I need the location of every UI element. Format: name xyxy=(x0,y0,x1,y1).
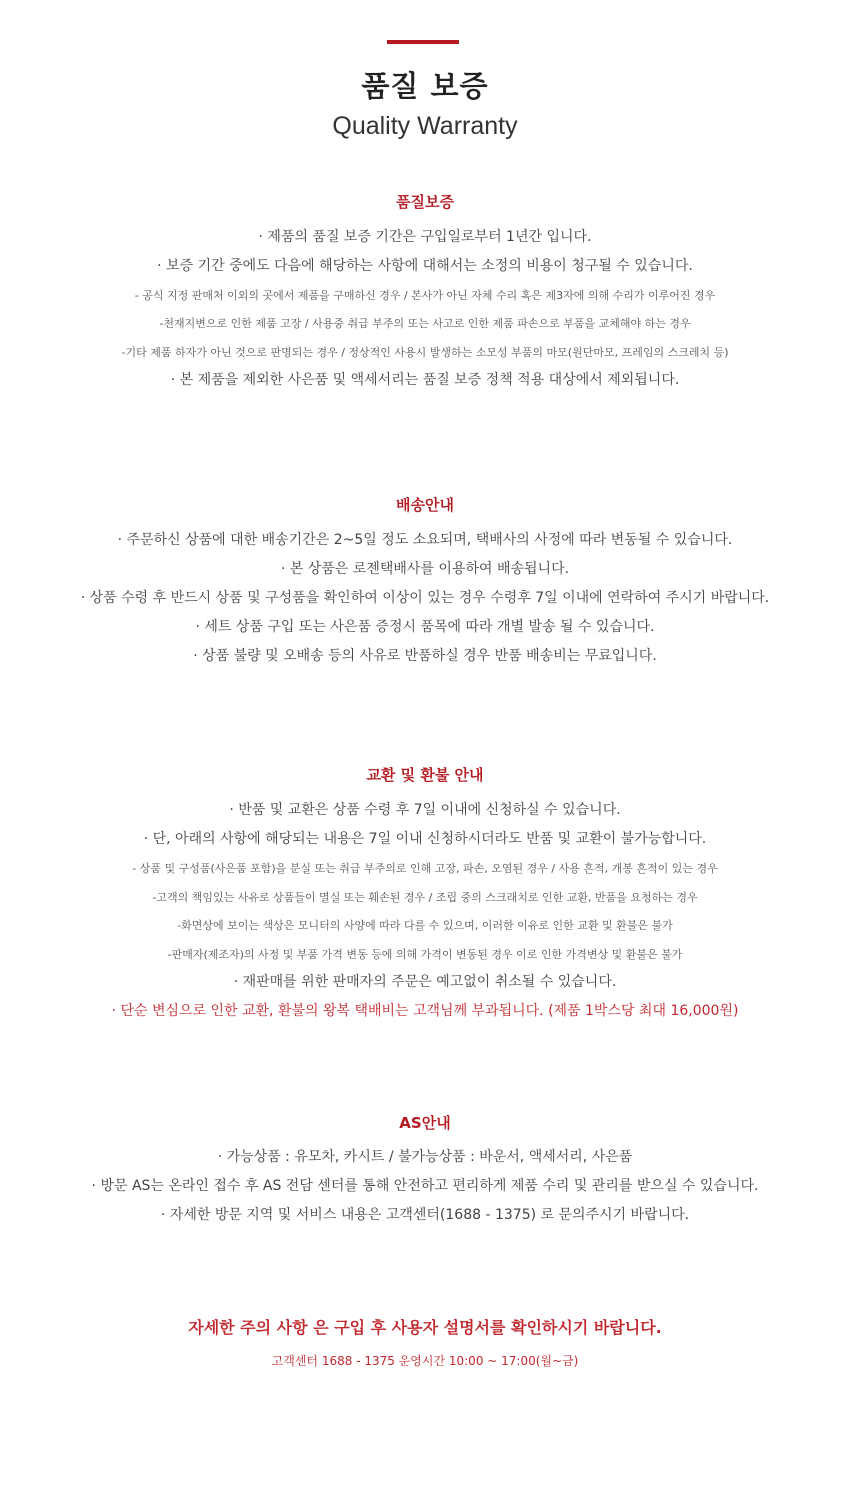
exchange-line: · 반품 및 교환은 상품 수령 후 7일 이내에 신청하실 수 있습니다. xyxy=(229,802,621,818)
warranty-line: · 제품의 품질 보증 기간은 구입일로부터 1년간 입니다. xyxy=(258,229,592,245)
exchange-line: · 단, 아래의 사항에 해당되는 내용은 7일 이내 신청하시더라도 반품 및 교환이 불가능합니다. xyxy=(143,831,707,847)
warranty-line: -천재지변으로 인한 제품 고장 / 사용중 취급 부주의 또는 사고로 인한 제품 파손으로 부품을 교체해야 하는 경우 xyxy=(159,317,691,330)
warranty-line: · 보증 기간 중에도 다음에 해당하는 사항에 대해서는 소정의 비용이 청구될 수 있습니다. xyxy=(157,258,693,274)
shipping-line: · 상품 수령 후 반드시 상품 및 구성품을 확인하여 이상이 있는 경우 수령후 7일 이내에 연락하여 주시기 바랍니다. xyxy=(80,590,770,606)
shipping-line: · 주문하신 상품에 대한 배송기간은 2~5일 정도 소요되며, 택배사의 사정에 따라 변동될 수 있습니다. xyxy=(117,532,733,548)
shipping-heading: 배송안내 xyxy=(396,496,454,514)
warranty-heading: 품질보증 xyxy=(396,193,454,211)
exchange-heading: 교환 및 환불 안내 xyxy=(366,766,484,784)
title-accent-bar xyxy=(387,40,459,44)
as-line: · 자세한 방문 지역 및 서비스 내용은 고객센터(1688 - 1375) 로 문의주시기 바랍니다. xyxy=(160,1207,690,1223)
exchange-line: - 상품 및 구성품(사은품 포함)을 분실 또는 취급 부주의로 인해 고장, 파손, 오염된 경우 / 사용 흔적, 개봉 흔적이 있는 경우 xyxy=(132,862,718,875)
warranty-line: -기타 제품 하자가 아닌 것으로 판명되는 경우 / 정상적인 사용시 발생하는 소모성 부품의 마모(원단마모, 프레임의 스크레치 등) xyxy=(121,346,729,359)
warranty-line: - 공식 지정 판매처 이외의 곳에서 제품을 구매하신 경우 / 본사가 아닌 자체 수리 혹은 제3자에 의해 수리가 이루어진 경우 xyxy=(134,289,716,302)
exchange-line: -화면상에 보이는 색상은 모니터의 사양에 따라 다를 수 있으며, 이러한 이유로 인한 교환 및 환불은 불가 xyxy=(177,919,673,932)
exchange-line: -고객의 책임있는 사유로 상품들이 멸실 또는 훼손된 경우 / 조립 중의 스크래치로 인한 교환, 반품을 요청하는 경우 xyxy=(152,891,698,904)
as-heading: AS안내 xyxy=(399,1114,451,1132)
page-title: 품질 보증 xyxy=(361,69,489,103)
as-line: · 방문 AS는 온라인 접수 후 AS 전담 센터를 통해 안전하고 편리하게 제품 수리 및 관리를 받으실 수 있습니다. xyxy=(91,1178,759,1194)
exchange-line: · 재판매를 위한 판매자의 주문은 예고없이 취소될 수 있습니다. xyxy=(233,974,617,990)
warranty-line: · 본 제품을 제외한 사은품 및 액세서리는 품질 보증 정책 적용 대상에서 제외됩니다. xyxy=(170,372,680,388)
as-line: · 가능상품 : 유모차, 카시트 / 불가능상품 : 바운서, 액세서리, 사은품 xyxy=(217,1149,633,1165)
shipping-line: · 본 상품은 로젠택배사를 이용하여 배송됩니다. xyxy=(280,561,570,577)
page-subtitle: Quality Warranty xyxy=(332,112,518,140)
exchange-line: -판매자(제조자)의 사정 및 부품 가격 변동 등에 의해 가격이 변동된 경우 이로 인한 가격변상 및 환불은 불가 xyxy=(167,948,683,961)
shipping-line: · 세트 상품 구입 또는 사은품 증정시 품목에 따라 개별 발송 될 수 있습니다. xyxy=(195,619,655,635)
shipping-line: · 상품 불량 및 오배송 등의 사유로 반품하실 경우 반품 배송비는 무료입니다. xyxy=(193,648,657,664)
customer-center-info: 고객센터 1688 - 1375 운영시간 10:00 ~ 17:00(월~금) xyxy=(271,1354,579,1368)
exchange-fee-notice: · 단순 변심으로 인한 교환, 환불의 왕복 택배비는 고객님께 부과됩니다. (제품 1박스당 최대 16,000원) xyxy=(111,1003,739,1019)
manual-notice: 자세한 주의 사항 은 구입 후 사용자 설명서를 확인하시기 바랍니다. xyxy=(188,1318,662,1337)
